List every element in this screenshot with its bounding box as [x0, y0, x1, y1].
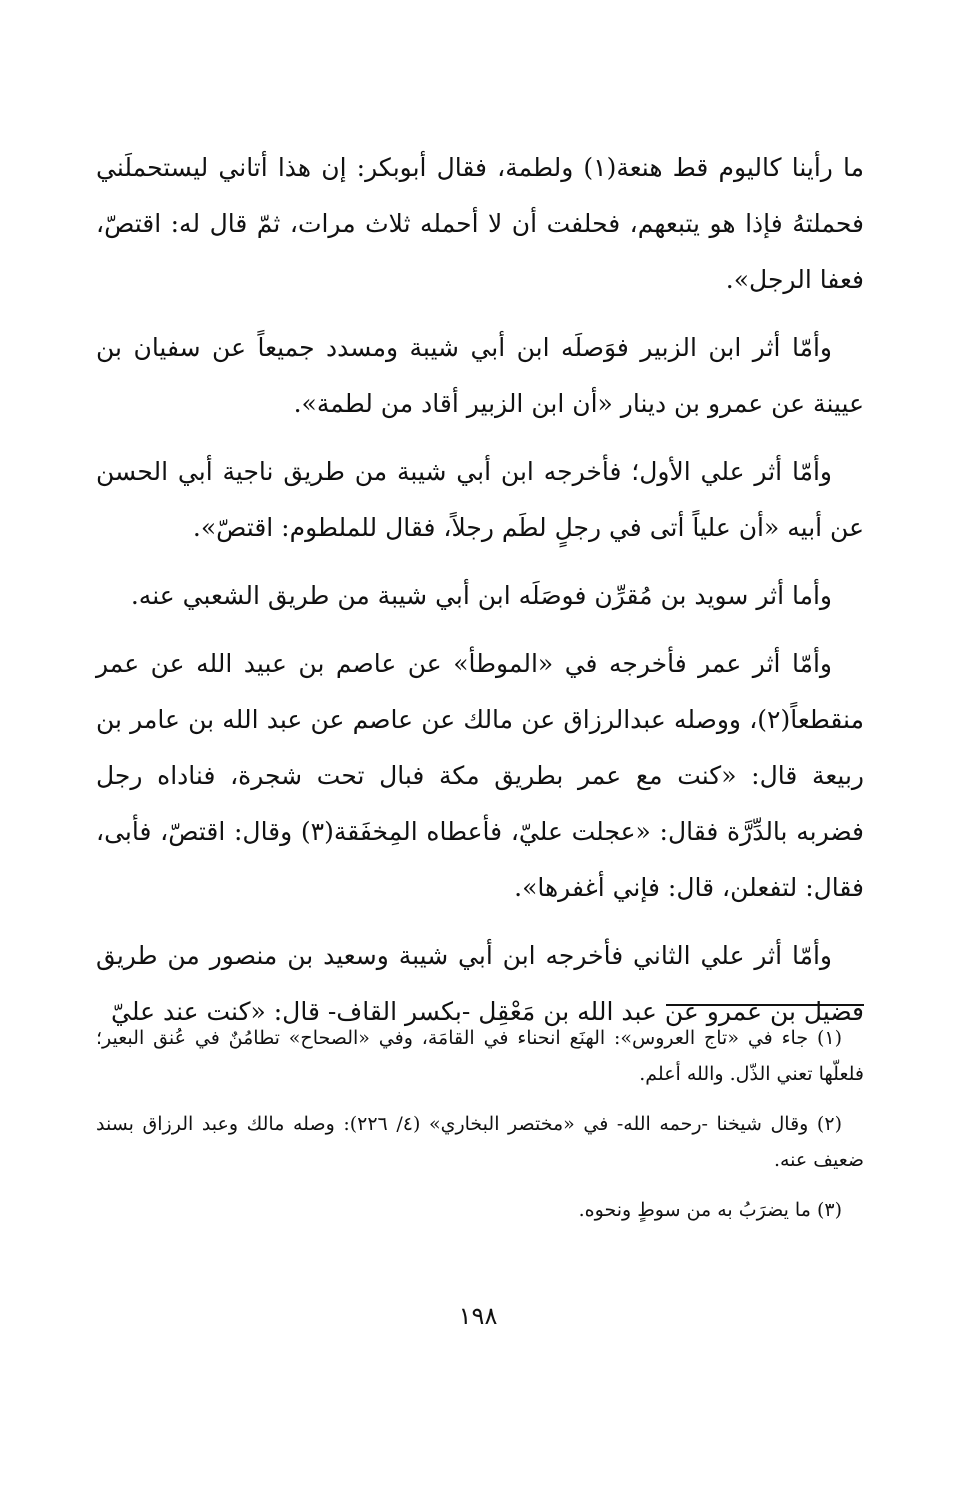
footnote-1: (١) جاء في «تاج العروس»: الهنَع انحناء في القامَة، وفي «الصحاح» تطامُنٌ في عُنق البعير؛ فلعلّها تعني الذّل. والله أعلم.	[96, 1027, 864, 1085]
paragraph-2: وأمّا أثر ابن الزبير فوَصلَه ابن أبي شيبة ومسدد جميعاً عن سفيان بن عيينة عن عمرو بن دينار «أن ابن الزبير أقاد من لطمة».	[96, 333, 864, 418]
footnote-separator	[666, 1004, 864, 1006]
paragraph-3: وأمّا أثر علي الأول؛ فأخرجه ابن أبي شيبة من طريق ناجية أبي الحسن عن أبيه «أن علياً أتى في رجلٍ لطَم رجلاً، فقال للملطوم: اقتصّ».	[96, 457, 864, 542]
paragraph-1: ما رأينا كاليوم قط هنعة(١) ولطمة، فقال أبوبكر: إن هذا أتاني ليستحملَني فحملتهُ فإذا هو يتبعهم، فحلفت أن لا أحمله ثلاث مرات، ثمّ قال له: اقتصّ، فعفا الرجل».	[96, 153, 864, 294]
footnotes	[96, 1020, 864, 1242]
paragraph-4: وأما أثر سويد بن مُقرِّن فوصَلَه ابن أبي شيبة من طريق الشعبي عنه.	[130, 581, 832, 610]
footnote-2: (٢) وقال شيخنا -رحمه الله- في «مختصر البخاري» (٤/ ٢٢٦): وصله مالك وعبد الرزاق بسند ضعيف عنه.	[96, 1113, 864, 1171]
paragraph-6: وأمّا أثر علي الثاني فأخرجه ابن أبي شيبة وسعيد بن منصور من طريق فضيل بن عمرو عن عبد الله بن مَعْقِل -بكسر القاف- قال: «كنت عند عليّ	[96, 941, 864, 1026]
footnote-3: (٣) ما يضرَبُ به من سوطٍ ونحوه.	[578, 1199, 842, 1221]
main-text	[96, 140, 864, 1052]
page-number: ١٩٨	[458, 1302, 498, 1330]
paragraph-5: وأمّا أثر عمر فأخرجه في «الموطأ» عن عاصم بن عبيد الله عن عمر منقطعاً(٢)، ووصله عبدالرزاق عن مالك عن عاصم عن عبد الله بن عامر بن ربيعة قال: «كنت مع عمر بطريق مكة فبال تحت شجرة، فناداه رجل فضربه بالدِّرَّة فقال: «عجلت عليّ، فأعطاه المِخفَقة(٣) وقال: اقتصّ، فأبى، فقال: لتفعلن، قال: فإني أغفرها».	[96, 649, 865, 902]
